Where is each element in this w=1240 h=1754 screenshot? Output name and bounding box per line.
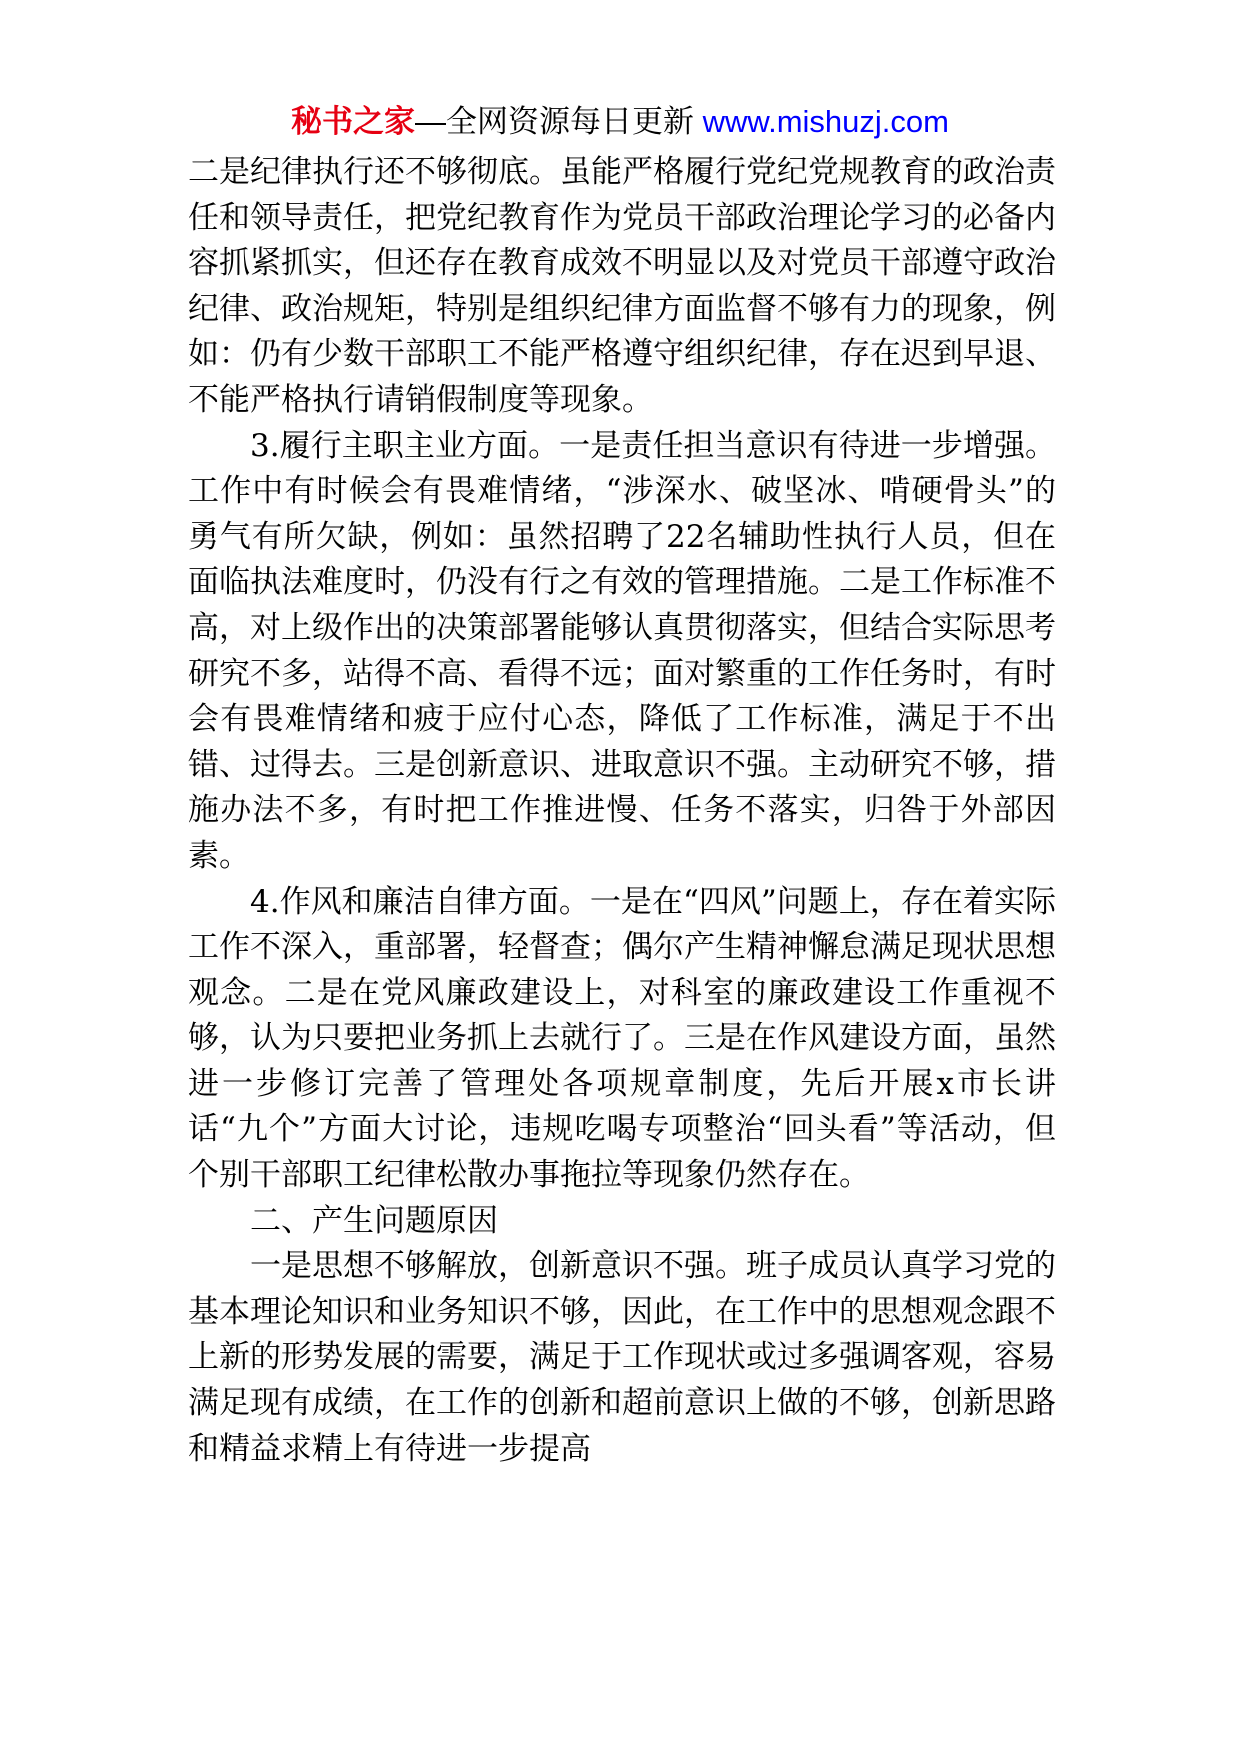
paragraph-work-style: 4.作风和廉洁自律方面。一是在“四风”问题上，存在着实际工作不深入，重部署，轻督查；偶尔产生精神懈怠满足现状思想观念。二是在党风廉政建设上，对科室的廉政建设工作重视不够，认为只要把业务抓上去就行了。三是在作风建设方面，虽然进一步修订完善了管理处各项规章制度，先后开展x市长讲话“九个”方面大讨论，违规吃喝专项整治“回头看”等活动，但个别干部职工纪律松散办事拖拉等现象仍然存在。 (188, 883, 1056, 1194)
paragraph-mindset: 一是思想不够解放，创新意识不强。班子成员认真学习党的基本理论知识和业务知识不够，因此，在工作中的思想观念跟不上新的形势发展的需要，满足于工作现状或过多强调客观，容易满足现有成绩，在工作的创新和超前意识上做的不够，创新思路和精益求精上有待进一步提高 (188, 1248, 1056, 1467)
paragraph-main-duties: 3.履行主职主业方面。一是责任担当意识有待进一步增强。工作中有时候会有畏难情绪，“涉深水、破坚冰、啃硬骨头”的勇气有所欠缺，例如：虽然招聘了22名辅助性执行人员，但在面临执法难度时，仍没有行之有效的管理措施。二是工作标准不高，对上级作出的决策部署能够认真贯彻落实，但结合实际思考研究不多，站得不高、看得不远；面对繁重的工作任务时，有时会有畏难情绪和疲于应付心态，降低了工作标准，满足于不出错、过得去。三是创新意识、进取意识不强。主动研究不够，措施办法不多，有时把工作推进慢、任务不落实，归咎于外部因素。 (188, 427, 1056, 874)
header-brand: 秘书之家 (291, 104, 416, 139)
header-url-link[interactable]: www.mishuzj.com (702, 104, 949, 139)
page-header (0, 100, 1240, 144)
section-heading-causes: 二、产生问题原因 (250, 1202, 498, 1239)
document-body (188, 150, 1056, 1472)
paragraph-discipline-execution: 二是纪律执行还不够彻底。虽能严格履行党纪党规教育的政治责任和领导责任，把党纪教育作为党员干部政治理论学习的必备内容抓紧抓实，但还存在教育成效不明显以及对党员干部遵守政治纪律、政治规矩，特别是组织纪律方面监督不够有力的现象，例如：仍有少数干部职工不能严格遵守组织纪律，存在迟到早退、不能严格执行请销假制度等现象。 (188, 154, 1056, 418)
header-tagline: —全网资源每日更新 (415, 104, 703, 139)
